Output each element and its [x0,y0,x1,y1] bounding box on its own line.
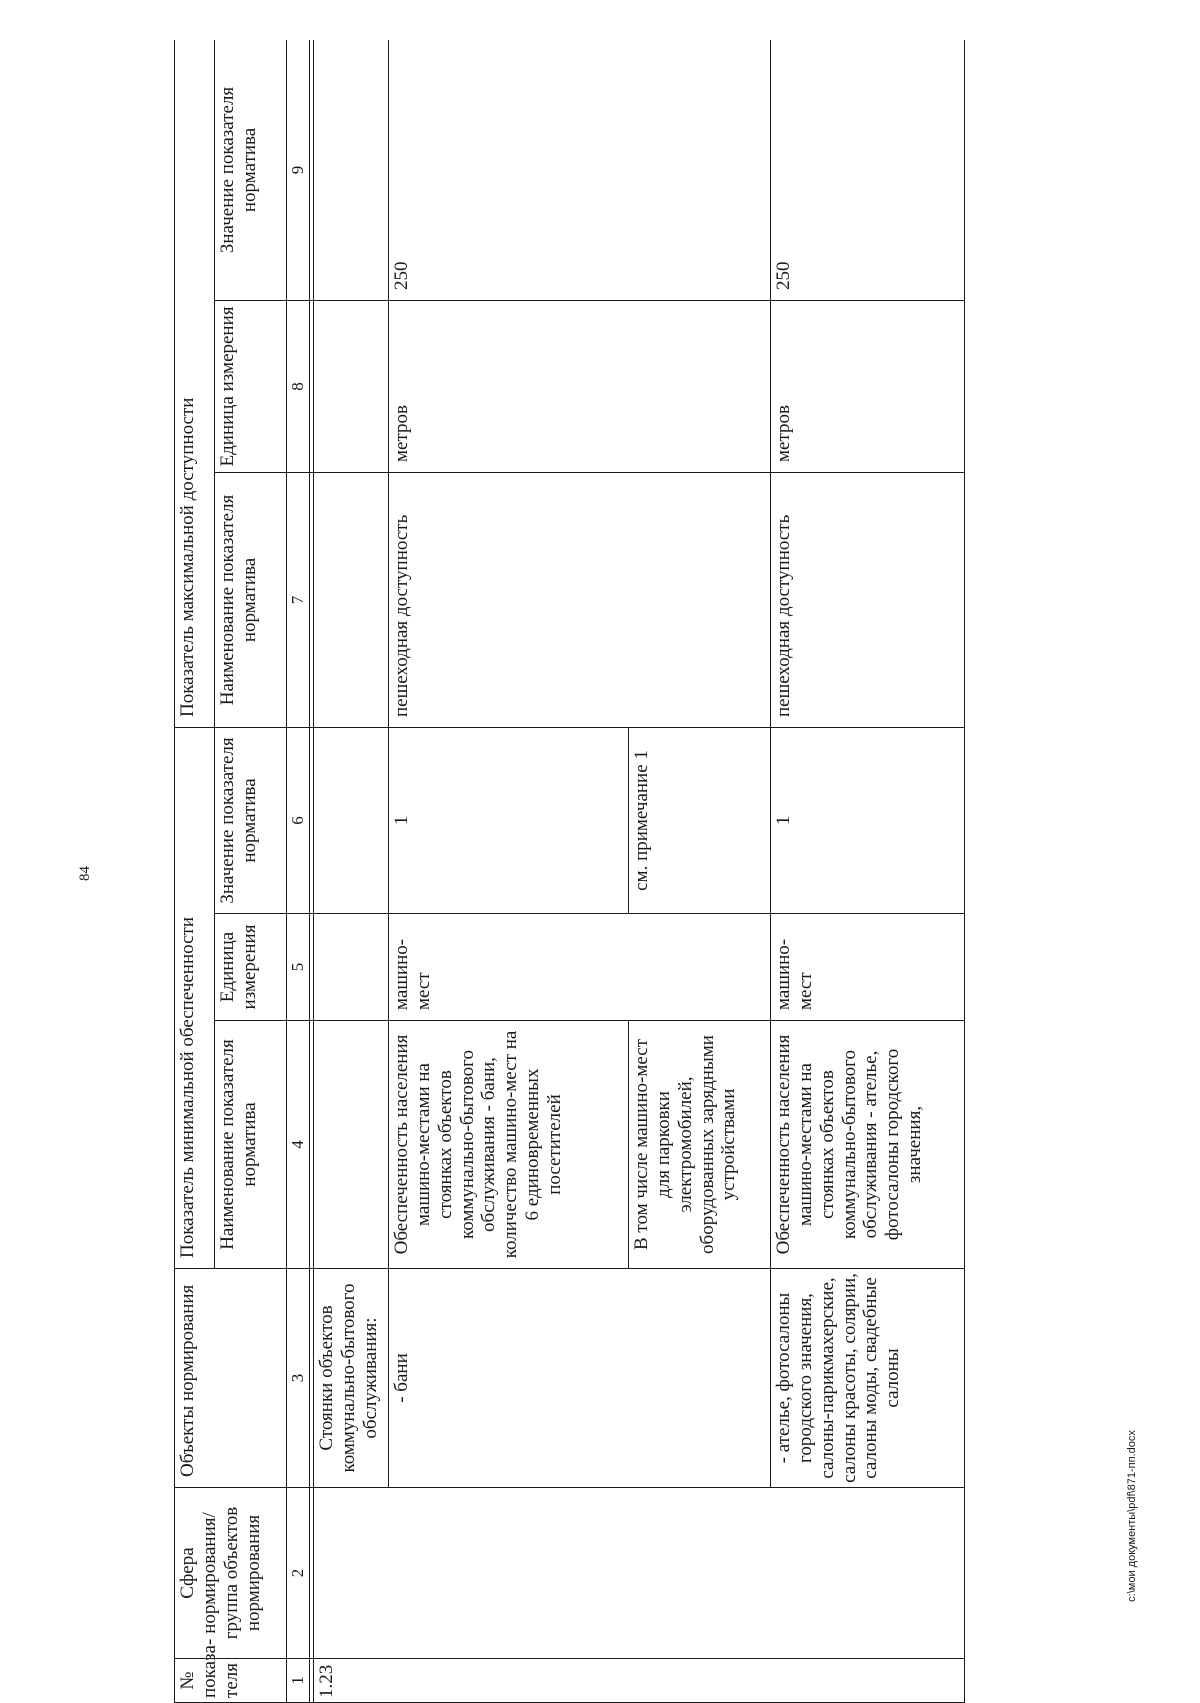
header-max-name: Наименование показателя норматива [215,472,287,727]
cell-empty [314,1021,389,1269]
cell-min-value-bani: 1 [389,727,629,913]
footer-file-path: c:\мои документы\pdf\871-пп.docx [1126,1430,1139,1602]
cell-min-value-electro: см. примечание 1 [629,727,771,913]
cell-objects-atelie: - ателье, фотосалоны городского значения, салоны-парикмахерские, салоны красоты, солярии, салоны моды, свадебные салоны [771,1269,965,1488]
header-min-name: Наименование показателя норматива [215,1021,287,1269]
cell-max-value-bani: 250 [389,40,771,300]
header-objects: Объекты нормирования [175,1269,287,1488]
cell-min-name-electro: В том числе машино-мест для парковки электромобилей, оборудованных зарядными устройствами [629,1021,771,1269]
header-max-unit: Единица измерения [215,300,287,472]
cell-min-name-atelie: Обеспеченность населения машино-местами на стоянках объектов коммунально-бытового обслуживания - ателье, фотосалоны городского значения, [771,1021,965,1269]
column-number: 4 [287,1021,310,1269]
cell-sphere [314,1488,965,1659]
column-number: 5 [287,914,310,1021]
cell-empty [314,727,389,913]
header-no: № показа-теля [175,1659,287,1703]
column-number: 8 [287,300,310,472]
page-number: 84 [76,865,93,881]
table-row-atelie [771,40,965,1703]
cell-objects-header: Стоянки объектов коммунально-бытового обслуживания: [314,1269,389,1488]
rotated-table-wrapper [174,40,1023,1703]
cell-max-unit-atelie: метров [771,300,965,472]
cell-empty [314,914,389,1021]
header-min-group: Показатель минимальной обеспеченности [175,727,215,1268]
cell-max-name-bani: пешеходная доступность [389,472,771,727]
header-row-1 [175,40,215,1703]
cell-empty [314,40,389,300]
table-region [174,40,1023,1703]
column-number-row [287,40,310,1703]
table-row-bani [389,40,629,1703]
column-number: 9 [287,40,310,300]
cell-max-name-atelie: пешеходная доступность [771,472,965,727]
cell-objects-bani: - бани [389,1269,771,1488]
column-number: 6 [287,727,310,913]
header-min-value: Значение показателя норматива [215,727,287,913]
table-row-1-23 [314,40,389,1703]
cell-empty [314,472,389,727]
cell-empty [314,300,389,472]
cell-min-unit-atelie: машино-мест [771,914,965,1021]
cell-max-value-atelie: 250 [771,40,965,300]
header-sphere: Сфера нормирования/ группа объектов нормирования [175,1488,287,1659]
column-number: 2 [287,1488,310,1659]
norms-table [174,40,965,1703]
cell-min-value-atelie: 1 [771,727,965,913]
cell-max-unit-bani: метров [389,300,771,472]
header-min-unit: Единица измерения [215,914,287,1021]
cell-row-number: 1.23 [314,1659,965,1703]
header-max-value: Значение показателя норматива [215,40,287,300]
header-max-group: Показатель максимальной доступности [175,40,215,727]
column-number: 7 [287,472,310,727]
column-number: 1 [287,1659,310,1703]
column-number: 3 [287,1269,310,1488]
cell-min-name-bani: Обеспеченность населения машино-местами на стоянках объектов коммунально-бытового обслуживания - бани, количество машино-мест на 6 единовременных посетителей [389,1021,629,1269]
cell-min-unit-bani: машино-мест [389,914,771,1021]
